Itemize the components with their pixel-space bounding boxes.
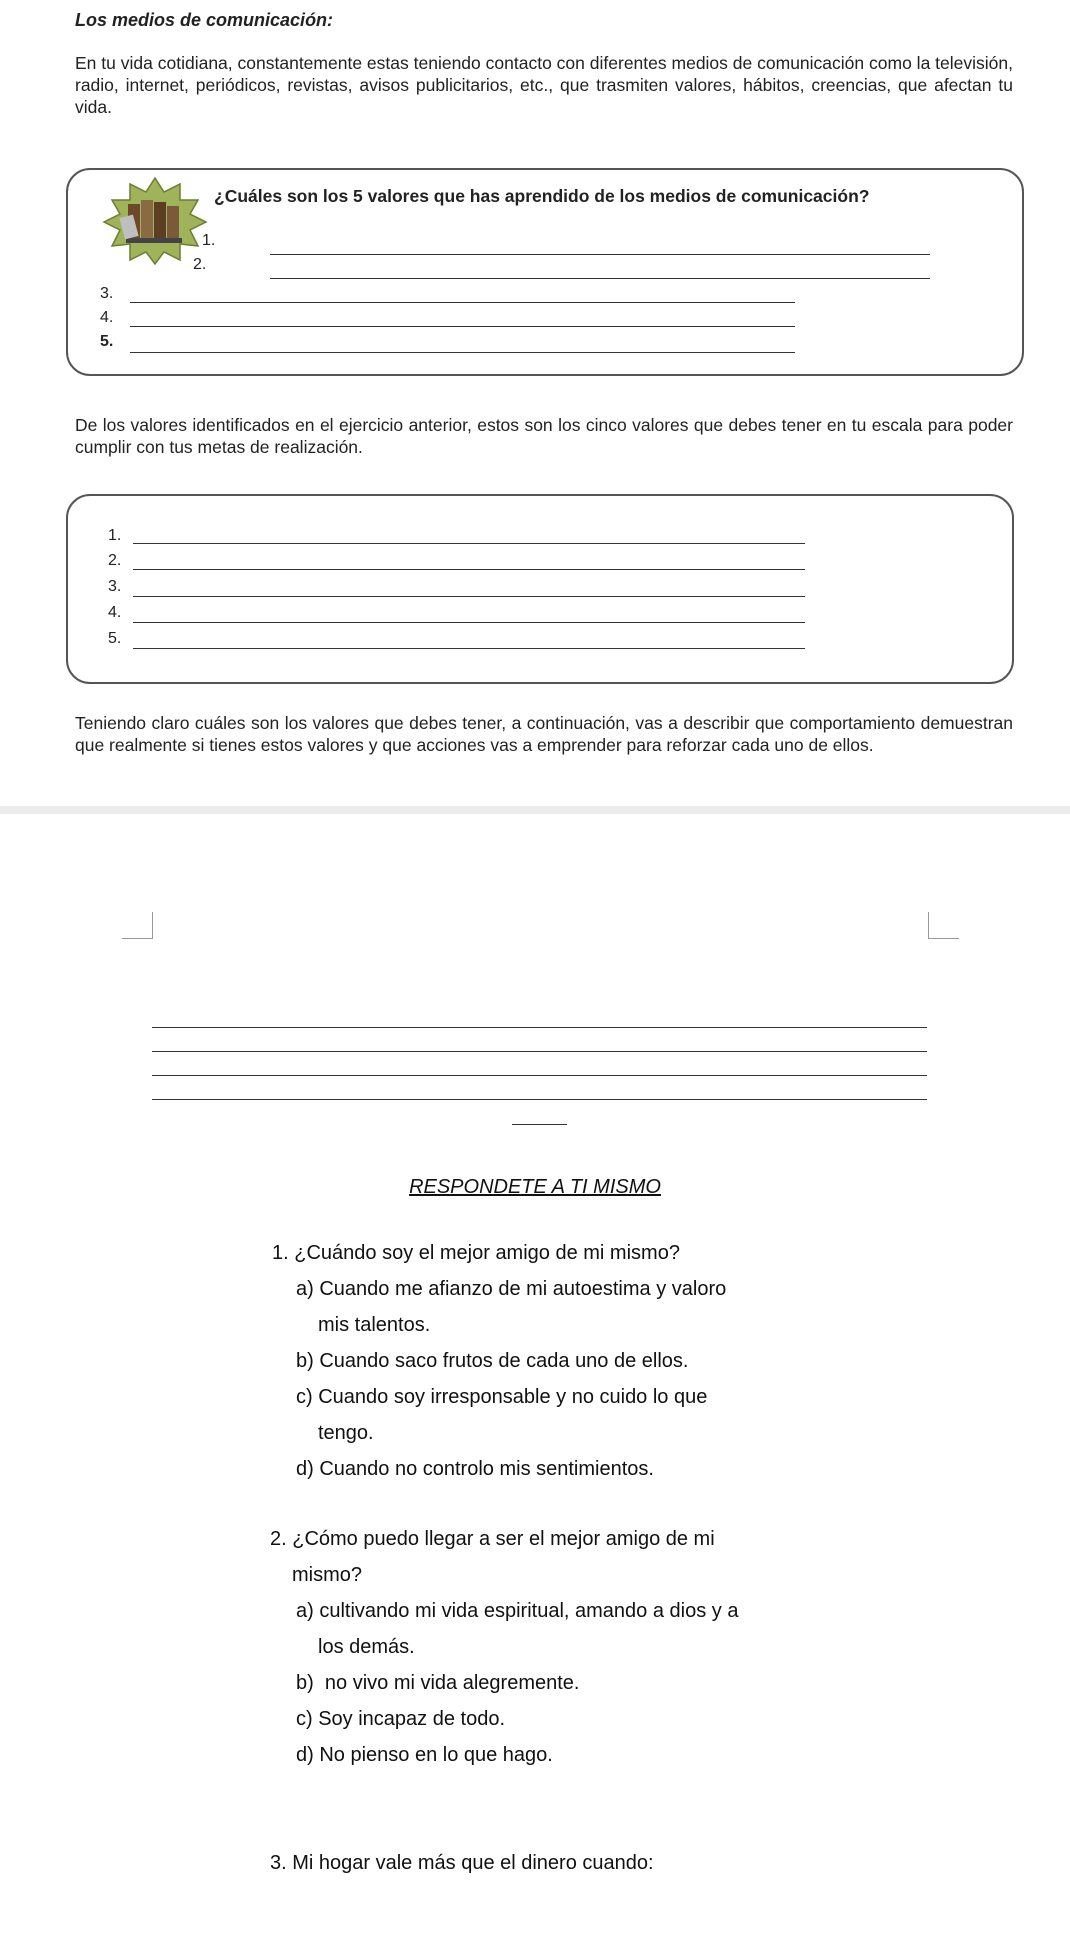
question-values-learned: ¿Cuáles son los 5 valores que has aprendido de los medios de comunicación? (214, 186, 870, 206)
q2-option-a-cont: los demás. (318, 1636, 415, 1658)
blank-line-2[interactable] (152, 1051, 927, 1052)
box1-number-5: 5. (100, 333, 114, 350)
q1-option-a-cont: mis talentos. (318, 1314, 431, 1336)
margin-corner-left (122, 912, 153, 939)
q2-option-b[interactable]: b) no vivo mi vida alegremente. (296, 1672, 580, 1694)
box1-number-3: 3. (100, 285, 114, 302)
box1-number-2: 2. (193, 256, 207, 273)
books-icon (100, 176, 210, 266)
box2-number-2: 2. (108, 552, 122, 569)
section-heading: Los medios de comunicación: (75, 10, 334, 30)
q2-option-d[interactable]: d) No pienso en lo que hago. (296, 1744, 553, 1766)
books-illustration (100, 176, 210, 266)
box2-number-5: 5. (108, 630, 122, 647)
response-title: RESPONDETE A TI MISMO (409, 1176, 661, 1198)
question-1: 1. ¿Cuándo soy el mejor amigo de mi mismo? (272, 1242, 680, 1264)
intro-paragraph: En tu vida cotidiana, constantemente estas teniendo contacto con diferentes medios de comunicación como la televisión, radio, internet, periódicos, revistas, avisos publicitarios, etc., que trasmiten valores, hábitos, creencias, que afectan tu vida. (75, 53, 1013, 117)
blank-line-3[interactable] (152, 1075, 927, 1076)
box1-number-4: 4. (100, 309, 114, 326)
values-box-2 (66, 494, 1014, 684)
blank-line-4[interactable] (152, 1099, 927, 1100)
box2-number-4: 4. (108, 604, 122, 621)
q1-option-b[interactable]: b) Cuando saco frutos de cada uno de ellos. (296, 1350, 689, 1372)
box1-number-1: 1. (202, 232, 216, 249)
q2-option-a[interactable]: a) cultivando mi vida espiritual, amando a dios y a (296, 1600, 739, 1622)
q2-option-c[interactable]: c) Soy incapaz de todo. (296, 1708, 506, 1730)
box1-answer-line-4[interactable] (130, 326, 795, 327)
question-2-cont: mismo? (292, 1564, 363, 1586)
box2-answer-line-5[interactable] (133, 648, 805, 649)
box1-answer-line-1[interactable] (270, 254, 930, 255)
q1-option-d[interactable]: d) Cuando no controlo mis sentimientos. (296, 1458, 654, 1480)
box2-answer-line-4[interactable] (133, 622, 805, 623)
question-2: 2. ¿Cómo puedo llegar a ser el mejor amigo de mi (270, 1528, 715, 1550)
box1-answer-line-5[interactable] (130, 352, 795, 353)
box1-answer-line-3[interactable] (130, 302, 795, 303)
page-divider (0, 806, 1070, 814)
box1-answer-line-2[interactable] (270, 278, 930, 279)
blank-line-1[interactable] (152, 1027, 927, 1028)
q1-option-c[interactable]: c) Cuando soy irresponsable y no cuido lo que (296, 1386, 708, 1408)
q1-option-a[interactable]: a) Cuando me afianzo de mi autoestima y valoro (296, 1278, 727, 1300)
box2-answer-line-3[interactable] (133, 596, 805, 597)
margin-corner-right (928, 912, 959, 939)
q1-option-c-cont: tengo. (318, 1422, 374, 1444)
box2-number-3: 3. (108, 578, 122, 595)
box2-answer-line-2[interactable] (133, 569, 805, 570)
values-scale-paragraph: De los valores identificados en el ejercicio anterior, estos son los cinco valores que debes tener en tu escala para poder cumplir con tus metas de realización. (75, 415, 1013, 457)
blank-line-short[interactable] (512, 1124, 567, 1125)
question-3: 3. Mi hogar vale más que el dinero cuando: (270, 1852, 654, 1874)
behavior-paragraph: Teniendo claro cuáles son los valores que debes tener, a continuación, vas a describir que comportamiento demuestran que realmente si tienes estos valores y que acciones vas a emprender para reforzar cada uno de ellos. (75, 713, 1013, 755)
box2-answer-line-1[interactable] (133, 543, 805, 544)
box2-number-1: 1. (108, 527, 122, 544)
